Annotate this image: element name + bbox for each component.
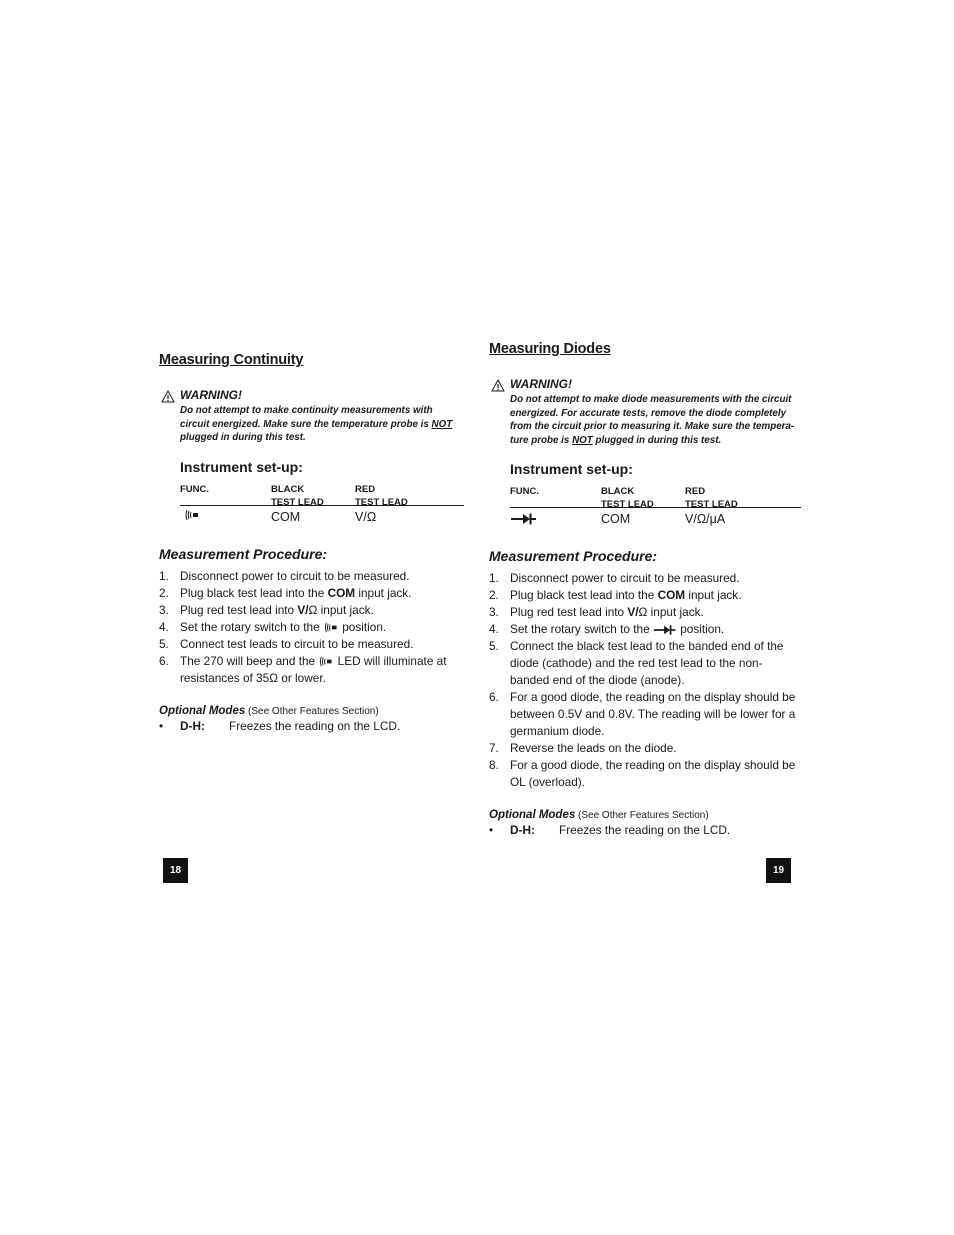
diode-icon xyxy=(653,624,677,636)
diode-icon xyxy=(511,512,537,529)
black-lead-value: COM xyxy=(601,512,631,526)
left-page-content xyxy=(159,352,464,736)
step-item: 2. Plug black test lead into the COM input jack. xyxy=(159,585,412,600)
procedure-steps xyxy=(159,568,464,687)
warning-text: Do not attempt to make diode measurements with the circuit energized. For accurate tests, remove the diode completely from the circuit prior to measuring it. Make sure the tempera-ture probe is NOT plugged in during this test. xyxy=(510,394,795,446)
warning-block xyxy=(489,377,801,447)
step-item: 1. Disconnect power to circuit to be measured. xyxy=(159,568,410,583)
setup-title: Instrument set-up: xyxy=(510,461,633,477)
warning-icon xyxy=(491,379,505,392)
col-black: BLACK TEST LEAD xyxy=(601,486,654,510)
black-lead-value: COM xyxy=(271,509,301,524)
warning-block xyxy=(159,388,464,445)
step-item: 3. Plug red test lead into V/Ω input jack. xyxy=(489,605,704,619)
setup-table-header xyxy=(180,483,464,506)
section-title: Measuring Diodes xyxy=(489,341,611,357)
setup-table-row xyxy=(510,508,801,530)
warning-icon xyxy=(161,390,175,403)
optional-modes xyxy=(489,809,801,840)
setup-title: Instrument set-up: xyxy=(180,458,303,475)
warning-emphasis: NOT xyxy=(572,434,593,446)
col-red: RED TEST LEAD xyxy=(685,486,738,510)
procedure-title: Measurement Procedure: xyxy=(489,548,658,564)
col-func: FUNC. xyxy=(510,486,540,497)
warning-title: WARNING! xyxy=(180,388,242,402)
step-item: 2. Plug black test lead into the COM input jack. xyxy=(489,588,742,602)
continuity-icon xyxy=(323,621,339,634)
step-item: 3. Plug red test lead into V/Ω input jack. xyxy=(159,602,374,617)
section-title: Measuring Continuity xyxy=(159,352,304,368)
step-item: 5. Connect test leads to circuit to be measured. xyxy=(159,636,414,651)
step-item: 1. Disconnect power to circuit to be measured. xyxy=(489,571,740,585)
optional-mode-item: • D-H: Freezes the reading on the LCD. xyxy=(159,718,401,733)
page-number-left: 18 xyxy=(163,858,188,883)
instrument-setup xyxy=(180,459,464,528)
optional-mode-item: • D-H: Freezes the reading on the LCD. xyxy=(489,823,731,837)
step-item: 5. Connect the black test lead to the banded end of the diode (cathode) and the red test lead to the non-banded end of the diode (anode). xyxy=(489,639,784,687)
step-item: 7. Reverse the leads on the diode. xyxy=(489,741,677,755)
optional-modes-title: Optional Modes xyxy=(489,809,576,821)
right-page-content xyxy=(489,341,801,840)
warning-title: WARNING! xyxy=(510,377,572,391)
step-item: 6. For a good diode, the reading on the display should be between 0.5V and 0.8V. The reading will be lower for a germanium diode. xyxy=(489,690,796,738)
continuity-icon xyxy=(184,508,200,525)
continuity-icon xyxy=(318,655,334,668)
setup-table-header xyxy=(510,485,801,508)
step-item: 8. For a good diode, the reading on the display should be OL (overload). xyxy=(489,758,796,789)
red-lead-value: V/Ω xyxy=(355,509,377,524)
col-red: RED TEST LEAD xyxy=(355,483,408,508)
red-lead-value: V/Ω/μA xyxy=(685,512,726,526)
step-item: 6. The 270 will beep and the LED will illuminate at resistances of 35Ω or lower. xyxy=(159,653,447,685)
procedure-title: Measurement Procedure: xyxy=(159,545,328,562)
col-black: BLACK TEST LEAD xyxy=(271,483,324,508)
page-number-right: 19 xyxy=(766,858,791,883)
step-item: 4. Set the rotary switch to the position. xyxy=(159,619,387,634)
warning-text: Do not attempt to make continuity measurements with circuit energized. Make sure the temperature probe is NOT plugged in during this test. xyxy=(180,405,453,443)
setup-table-row xyxy=(180,506,464,528)
optional-modes-subtitle: (See Other Features Section) xyxy=(575,810,709,821)
optional-modes-title: Optional Modes xyxy=(159,704,246,717)
step-item: 4. Set the rotary switch to the position. xyxy=(489,622,725,636)
optional-modes-subtitle: (See Other Features Section) xyxy=(245,705,379,717)
procedure-steps xyxy=(489,570,801,791)
instrument-setup xyxy=(510,461,801,530)
optional-modes xyxy=(159,705,464,736)
col-func: FUNC. xyxy=(180,483,210,495)
warning-emphasis: NOT xyxy=(431,418,453,430)
